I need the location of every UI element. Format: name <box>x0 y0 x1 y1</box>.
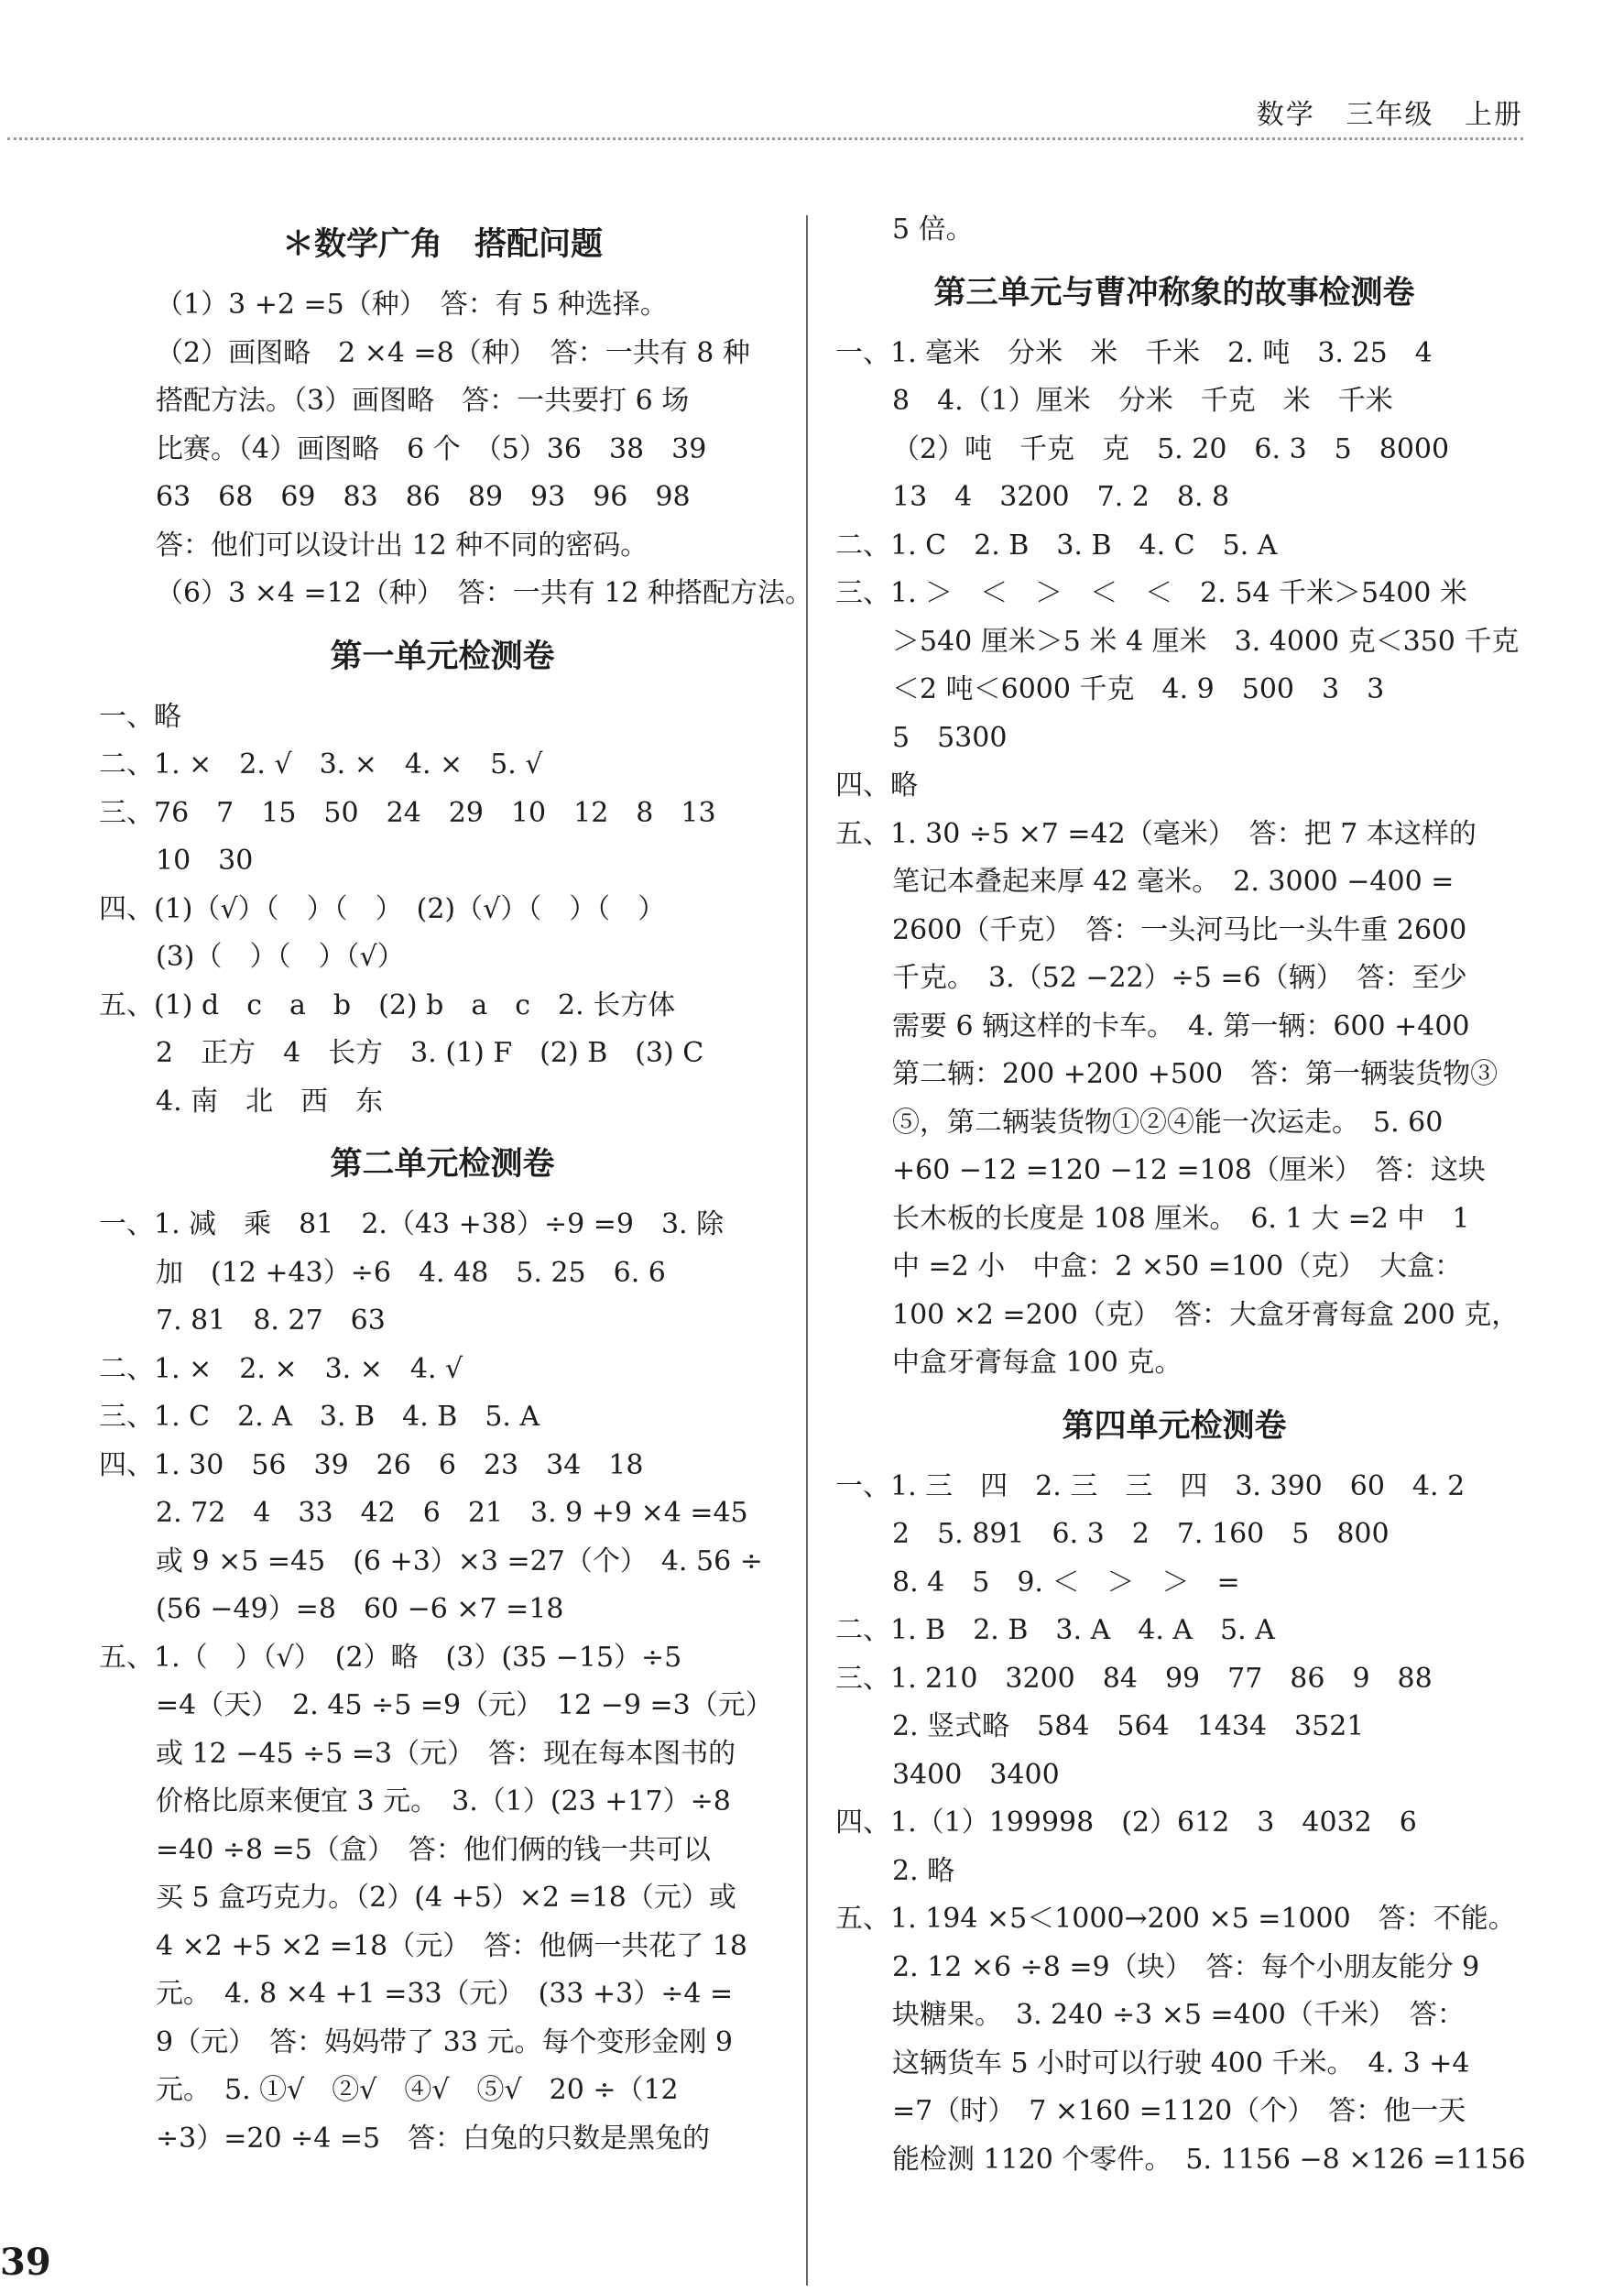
right-answer-line: 中盒牙膏每盒 100 克。 <box>892 1347 1183 1379</box>
header-volume: 上册 <box>1465 99 1523 131</box>
left-answer-line: 二、1. × 2. √ 3. × 4. × 5. √ <box>99 748 543 780</box>
right-answer-line: 2. 12 ×6 ÷8 =9（块） 答：每个小朋友能分 9 <box>892 1950 1480 1983</box>
left-answer-line: 元。 4. 8 ×4 +1 =33（元） (33 +3）÷4 = <box>156 1978 734 2010</box>
right-answer-line: 中 =2 小 中盒：2 ×50 =100（克） 大盒： <box>892 1250 1463 1282</box>
right-answer-line: 五、1. 194 ×5＜1000→200 ×5 =1000 答：不能。 <box>835 1903 1516 1935</box>
right-answer-line: 2 5. 891 6. 3 2 7. 160 5 800 <box>892 1518 1390 1550</box>
right-answer-line: 三、1. 210 3200 84 99 77 86 9 88 <box>835 1662 1433 1695</box>
right-answer-line: ＞540 厘米＞5 米 4 厘米 3. 4000 克＜350 千克 <box>892 625 1520 658</box>
right-column <box>835 206 1526 2184</box>
right-answer-line: ⑤，第二辆装货物①②④能一次运走。 5. 60 <box>892 1106 1444 1139</box>
left-answer-line: 加 (12 +43）÷6 4. 48 5. 25 6. 6 <box>156 1256 666 1289</box>
right-section-title: 第四单元检测卷 <box>1062 1407 1287 1445</box>
right-answer-line: =7（时） 7 ×160 =1120（个） 答：他一天 <box>892 2095 1466 2127</box>
left-answer-line: =4（天） 2. 45 ÷5 =9（元） 12 −9 =3（元） <box>156 1689 773 1721</box>
left-answer-line: （6）3 ×4 =12（种） 答：一共有 12 种搭配方法。 <box>156 577 813 609</box>
column-divider <box>806 215 808 2286</box>
left-answer-line: =40 ÷8 =5（盒） 答：他们俩的钱一共可以 <box>156 1833 711 1866</box>
right-answer-line: 块糖果。 3. 240 ÷3 ×5 =400（千米） 答： <box>892 1999 1465 2031</box>
left-section-title: 第一单元检测卷 <box>330 638 555 675</box>
left-answer-line: 63 68 69 83 86 89 93 96 98 <box>156 481 691 513</box>
left-answer-line: (3)（ ）（ ）（√） <box>156 941 405 973</box>
left-answer-line: 4. 南 北 西 东 <box>156 1085 384 1118</box>
left-answer-line: (56 −49）=8 60 −6 ×7 =18 <box>156 1593 564 1625</box>
left-answer-line: 7. 81 8. 27 63 <box>156 1304 386 1337</box>
left-answer-line: 2 正方 4 长方 3. (1) F (2) B (3) C <box>156 1037 704 1069</box>
right-answer-line: 5 倍。 <box>892 213 974 246</box>
right-answer-line: 长木板的长度是 108 厘米。 6. 1 大 =2 中 1 <box>892 1202 1470 1235</box>
right-answer-line: 一、1. 毫米 分米 米 千米 2. 吨 3. 25 4 <box>835 336 1433 369</box>
left-answer-line: 五、(1) d c a b (2) b a c 2. 长方体 <box>99 988 676 1021</box>
right-answer-line: 能检测 1120 个零件。 5. 1156 −8 ×126 =1156 <box>892 2143 1526 2176</box>
right-answer-line: 五、1. 30 ÷5 ×7 =42（毫米） 答：把 7 本这样的 <box>835 817 1477 850</box>
left-section-title: 第二单元检测卷 <box>330 1146 555 1183</box>
right-answer-line: 5 5300 <box>892 721 1008 754</box>
right-answer-line: ＜2 吨＜6000 千克 4. 9 500 3 3 <box>892 673 1385 705</box>
left-answer-line: 四、(1)（√）（ ）（ ） (2)（√）（ ）（ ） <box>99 892 666 925</box>
right-answer-line: 二、1. B 2. B 3. A 4. A 5. A <box>835 1614 1275 1646</box>
header-grade: 三年级 <box>1346 99 1434 131</box>
page-number: 39 <box>0 2241 51 2284</box>
left-answer-line: 买 5 盒巧克力。（2）(4 +5）×2 =18（元）或 <box>156 1882 736 1914</box>
left-answer-line: 三、76 7 15 50 24 29 10 12 8 13 <box>99 796 716 829</box>
right-answer-line: 笔记本叠起来厚 42 毫米。 2. 3000 −400 = <box>892 866 1455 898</box>
left-answer-line: （1）3 +2 =5（种） 答：有 5 种选择。 <box>156 289 668 321</box>
right-answer-line: 四、1.（1）199998 (2）612 3 4032 6 <box>835 1806 1417 1839</box>
left-answer-line: 10 30 <box>156 845 254 877</box>
right-answer-line: （2）吨 千克 克 5. 20 6. 3 5 8000 <box>892 432 1450 465</box>
left-answer-line: ÷3）=20 ÷4 =5 答：白兔的只数是黑兔的 <box>156 2122 711 2155</box>
right-section-title: 第三单元与曹冲称象的故事检测卷 <box>933 274 1415 311</box>
left-answer-line: 五、1.（ ）（√） (2）略 (3）(35 −15）÷5 <box>99 1641 682 1674</box>
left-answer-line: 9（元） 答：妈妈带了 33 元。每个变形金刚 9 <box>156 2025 733 2058</box>
left-answer-line: 或 9 ×5 =45 (6 +3）×3 =27（个） 4. 56 ÷ <box>156 1544 763 1577</box>
right-answer-line: 2. 竖式略 584 564 1434 3521 <box>892 1710 1365 1742</box>
left-answer-line: 价格比原来便宜 3 元。 3.（1）(23 +17）÷8 <box>156 1785 731 1817</box>
right-answer-line: 3400 3400 <box>892 1758 1060 1791</box>
left-answer-line: 四、1. 30 56 39 26 6 23 34 18 <box>99 1448 644 1481</box>
right-answer-line: 四、略 <box>835 769 918 802</box>
right-answer-line: 2600（千克） 答：一头河马比一头牛重 2600 <box>892 913 1467 946</box>
left-section-title: ＊数学广角 搭配问题 <box>281 226 603 263</box>
page-header <box>1237 92 1523 132</box>
left-answer-line: 一、略 <box>99 700 181 733</box>
right-answer-line: 8. 4 5 9. ＜ ＞ ＞ = <box>892 1566 1240 1599</box>
right-answer-line: 这辆货车 5 小时可以行驶 400 千米。 4. 3 +4 <box>892 2046 1470 2079</box>
right-answer-line: 2. 略 <box>892 1854 955 1887</box>
left-answer-line: 搭配方法。（3）画图略 答：一共要打 6 场 <box>156 385 690 417</box>
left-answer-line: 4 ×2 +5 ×2 =18（元） 答：他俩一共花了 18 <box>156 1929 747 1962</box>
left-answer-line: 一、1. 减 乘 81 2.（43 +38）÷9 =9 3. 除 <box>99 1208 725 1240</box>
right-answer-line: 千克。 3.（52 −22）÷5 =6（辆） 答：至少 <box>892 962 1467 994</box>
left-answer-line: （2）画图略 2 ×4 =8（种） 答：一共有 8 种 <box>156 336 750 369</box>
right-answer-line: 三、1. ＞ ＜ ＞ ＜ ＜ 2. 54 千米＞5400 米 <box>835 577 1467 609</box>
left-answer-line: 二、1. × 2. × 3. × 4. √ <box>99 1352 463 1385</box>
header-dotted-rule <box>7 137 1523 140</box>
left-column <box>99 206 813 2163</box>
right-answer-line: +60 −12 =120 −12 =108（厘米） 答：这块 <box>892 1154 1486 1186</box>
left-answer-line: 元。 5. ①√ ②√ ④√ ⑤√ 20 ÷（12 <box>156 2074 679 2106</box>
right-answer-line: 第二辆：200 +200 +500 答：第一辆装货物③ <box>892 1058 1499 1090</box>
left-answer-line: 或 12 −45 ÷5 =3（元） 答：现在每本图书的 <box>156 1737 736 1770</box>
right-answer-line: 需要 6 辆这样的卡车。 4. 第一辆：600 +400 <box>892 1010 1470 1042</box>
right-answer-line: 一、1. 三 四 2. 三 三 四 3. 390 60 4. 2 <box>835 1469 1466 1502</box>
right-answer-line: 100 ×2 =200（克） 答：大盒牙膏每盒 200 克， <box>892 1298 1520 1331</box>
header-subject: 数学 <box>1256 99 1315 131</box>
left-answer-line: 比赛。（4）画图略 6 个 （5）36 38 39 <box>156 432 707 465</box>
right-answer-line: 8 4.（1）厘米 分米 千克 米 千米 <box>892 385 1393 417</box>
left-answer-line: 三、1. C 2. A 3. B 4. B 5. A <box>99 1401 540 1433</box>
right-answer-line: 二、1. C 2. B 3. B 4. C 5. A <box>835 529 1278 562</box>
left-answer-line: 2. 72 4 33 42 6 21 3. 9 +9 ×4 =45 <box>156 1497 748 1529</box>
left-answer-line: 答：他们可以设计出 12 种不同的密码。 <box>156 529 649 562</box>
right-answer-line: 13 4 3200 7. 2 8. 8 <box>892 481 1230 513</box>
